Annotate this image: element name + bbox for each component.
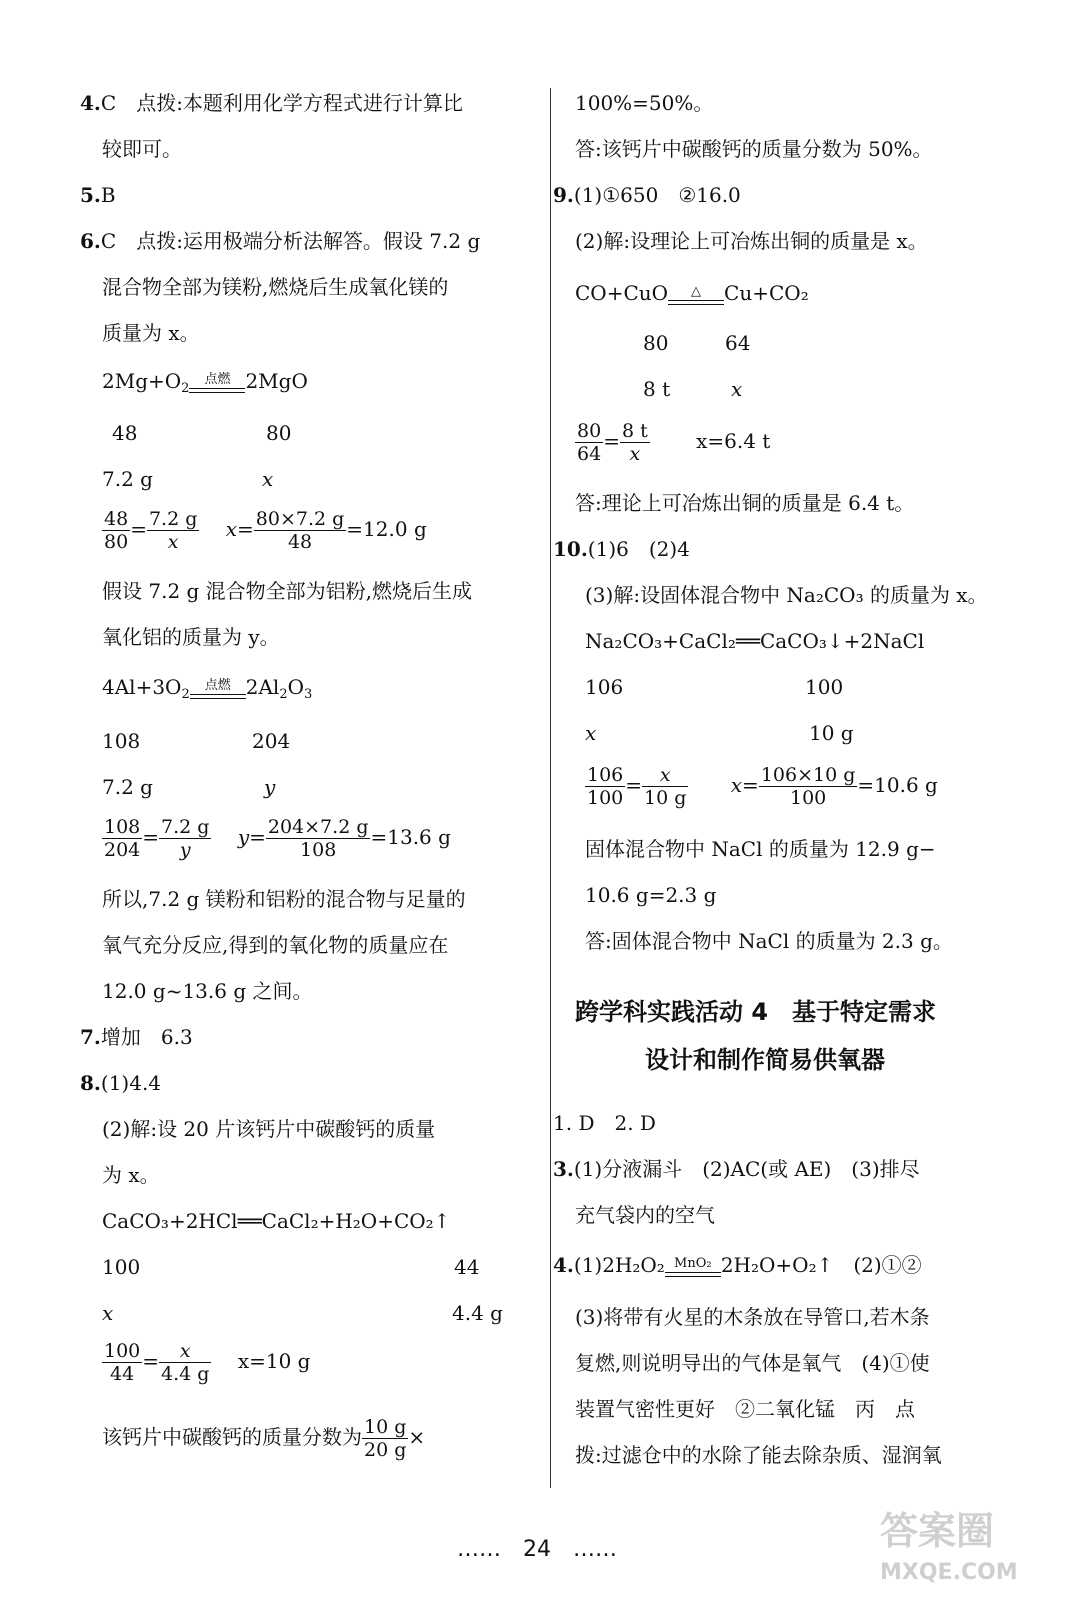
conclusion-line1: 所以,7.2 g 镁粉和铝粉的混合物与足量的 [102, 887, 466, 911]
q10-line1: 10.(1)6 (2)4 [553, 537, 690, 561]
eq5-given1: x [585, 721, 597, 745]
fraction: $\frac{8 t}{x}$ [621, 420, 648, 465]
q6-line3: 质量为 x。 [102, 321, 200, 345]
answer-4-line3: 复燃,则说明导出的气体是氧气 (4)①使 [575, 1351, 930, 1375]
eq5-given2: 10 g [809, 721, 854, 745]
answer-1-2: 1. D 2. D [553, 1111, 656, 1135]
eq4-mass1: 80 [643, 331, 669, 355]
equation-al: $4Al+3O_2$ 点燃 $2Al_2O_3$ [102, 675, 313, 702]
reaction-arrow: 点燃 [189, 373, 245, 393]
ratio-line-5: $\frac{106}{100}$ = $\frac{x}{10 g}$ x= $\frac{106\times 10 g}{100}$ =10.6 g [587, 764, 938, 809]
eq4-mass2: 64 [725, 331, 751, 355]
aluminum-para-line1: 假设 7.2 g 混合物全部为铝粉,燃烧后生成 [102, 579, 473, 603]
eq2-mass2: 204 [252, 729, 291, 753]
eq1-given2: x [262, 467, 274, 491]
q9-line2: (2)解:设理论上可冶炼出铜的质量是 x。 [575, 229, 928, 253]
conclusion-line2: 氧气充分反应,得到的氧化物的质量应在 [102, 933, 449, 957]
q4-line2: 较即可。 [102, 137, 182, 161]
fraction: $\frac{x}{4.4 g}$ [161, 1340, 210, 1385]
ratio-line-1: $\frac{48}{80}$ = $\frac{7.2 g}{x}$ x= $\frac{80\times 7.2 g}{48}$ =12.0 g [104, 508, 427, 553]
eq3-mass2: 44 [454, 1255, 480, 1279]
fraction: $\frac{10 g}{20 g}$ [364, 1416, 407, 1461]
q6-line1: 6.C 点拨:运用极端分析法解答。假设 7.2 g [80, 229, 481, 253]
column-divider [550, 88, 551, 1488]
fraction: $\frac{48}{80}$ [104, 508, 129, 553]
q7-line: 7.增加 6.3 [80, 1025, 193, 1049]
eq2-given2: y [264, 775, 276, 799]
eq1-mass2: 80 [266, 421, 292, 445]
fraction: $\frac{108}{204}$ [104, 816, 141, 861]
aluminum-para-line2: 氧化铝的质量为 y。 [102, 625, 280, 649]
eq5-mass1: 106 [585, 675, 624, 699]
page-number: …… 24 …… [457, 1537, 617, 1562]
answer-4-line2: (3)将带有火星的木条放在导管口,若木条 [575, 1305, 930, 1329]
watermark-url: MXQE.COM [880, 1560, 1018, 1585]
q10-line4: 10.6 g=2.3 g [585, 883, 717, 907]
equation-caco3: CaCO₃+2HCl══CaCl₂+H₂O+CO₂↑ [102, 1209, 451, 1233]
eq3-given2: 4.4 g [452, 1301, 503, 1325]
eq2-given1: 7.2 g [102, 775, 153, 799]
answer-4-line5: 拨:过滤仓中的水除了能去除杂质、湿润氧 [575, 1443, 942, 1467]
ratio-line-2: $\frac{108}{204}$ = $\frac{7.2 g}{y}$ y= $\frac{204\times 7.2 g}{108}$ =13.6 g [104, 816, 451, 861]
watermark-logo: 答案圈 [880, 1509, 995, 1553]
fraction: $\frac{80}{64}$ [577, 420, 602, 465]
equation-na2co3: Na₂CO₃+CaCl₂══CaCO₃↓+2NaCl [585, 629, 925, 653]
conclusion-line3: 12.0 g~13.6 g 之间。 [102, 979, 313, 1003]
q6-line2: 混合物全部为镁粉,燃烧后生成氧化镁的 [102, 275, 449, 299]
eq4-given2: x [731, 377, 743, 401]
eq5-mass2: 100 [805, 675, 844, 699]
answer-4-line4: 装置气密性更好 ②二氧化锰 丙 点 [575, 1397, 915, 1421]
reaction-arrow: △ [668, 285, 724, 305]
eq3-mass1: 100 [102, 1255, 141, 1279]
eq2-mass1: 108 [102, 729, 141, 753]
section-heading-line1: 跨学科实践活动 4 基于特定需求 [575, 998, 937, 1026]
fraction: $\frac{106\times 10 g}{100}$ [760, 764, 856, 809]
q8-line2: (2)解:设 20 片该钙片中碳酸钙的质量 [102, 1117, 436, 1141]
q8-line3: 为 x。 [102, 1163, 160, 1187]
section-heading-line2: 设计和制作简易供氧器 [645, 1046, 885, 1074]
reaction-arrow: 点燃 [190, 679, 246, 699]
ratio-line-3: $\frac{100}{44}$ = $\frac{x}{4.4 g}$ x=10 g [104, 1340, 311, 1385]
eq1-given1: 7.2 g [102, 467, 153, 491]
q8-line1: 8.(1)4.4 [80, 1071, 162, 1095]
fraction: $\frac{106}{100}$ [587, 764, 624, 809]
fraction: $\frac{80\times 7.2 g}{48}$ [255, 508, 345, 553]
eq3-given1: x [102, 1301, 114, 1325]
fraction: $\frac{100}{44}$ [104, 1340, 141, 1385]
fraction: $\frac{204\times 7.2 g}{108}$ [267, 816, 369, 861]
q9-answer-line: 答:理论上可冶炼出铜的质量是 6.4 t。 [575, 491, 915, 515]
reaction-arrow: MnO₂ [665, 1257, 721, 1277]
q5-line: 5.B [80, 183, 116, 207]
q9-line1: 9.(1)①650 ②16.0 [553, 183, 741, 207]
q8-result-line: 100%=50%。 [575, 91, 714, 115]
q4-line1: 4.C 点拨:本题利用化学方程式进行计算比 [80, 91, 463, 115]
q8-fraction-line: 该钙片中碳酸钙的质量分数为 $\frac{10 g}{20 g}$ × [102, 1416, 426, 1461]
equation-mg: $2Mg+O_2$ 点燃 2MgO [102, 369, 308, 396]
fraction: $\frac{7.2 g}{x}$ [148, 508, 198, 553]
q8-answer-line: 答:该钙片中碳酸钙的质量分数为 50%。 [575, 137, 933, 161]
q10-answer-line: 答:固体混合物中 NaCl 的质量为 2.3 g。 [585, 929, 953, 953]
equation-cuo: CO+CuO △ Cu+CO₂ [575, 281, 809, 305]
answer-3-line1: 3.(1)分液漏斗 (2)AC(或 AE) (3)排尽 [553, 1157, 920, 1181]
eq1-mass1: 48 [112, 421, 138, 445]
answer-4-line1: 4.(1)2H₂O₂ MnO₂ 2H₂O+O₂↑ (2)①② [553, 1253, 922, 1277]
q10-line3: 固体混合物中 NaCl 的质量为 12.9 g− [585, 837, 936, 861]
ratio-line-4: $\frac{80}{64}$ = $\frac{8 t}{x}$ x=6.4 t [577, 420, 771, 465]
q10-line2: (3)解:设固体混合物中 Na₂CO₃ 的质量为 x。 [585, 583, 988, 607]
fraction: $\frac{7.2 g}{y}$ [161, 816, 210, 861]
eq4-given1: 8 t [643, 377, 671, 401]
answer-3-line2: 充气袋内的空气 [575, 1203, 715, 1227]
fraction: $\frac{x}{10 g}$ [644, 764, 687, 809]
